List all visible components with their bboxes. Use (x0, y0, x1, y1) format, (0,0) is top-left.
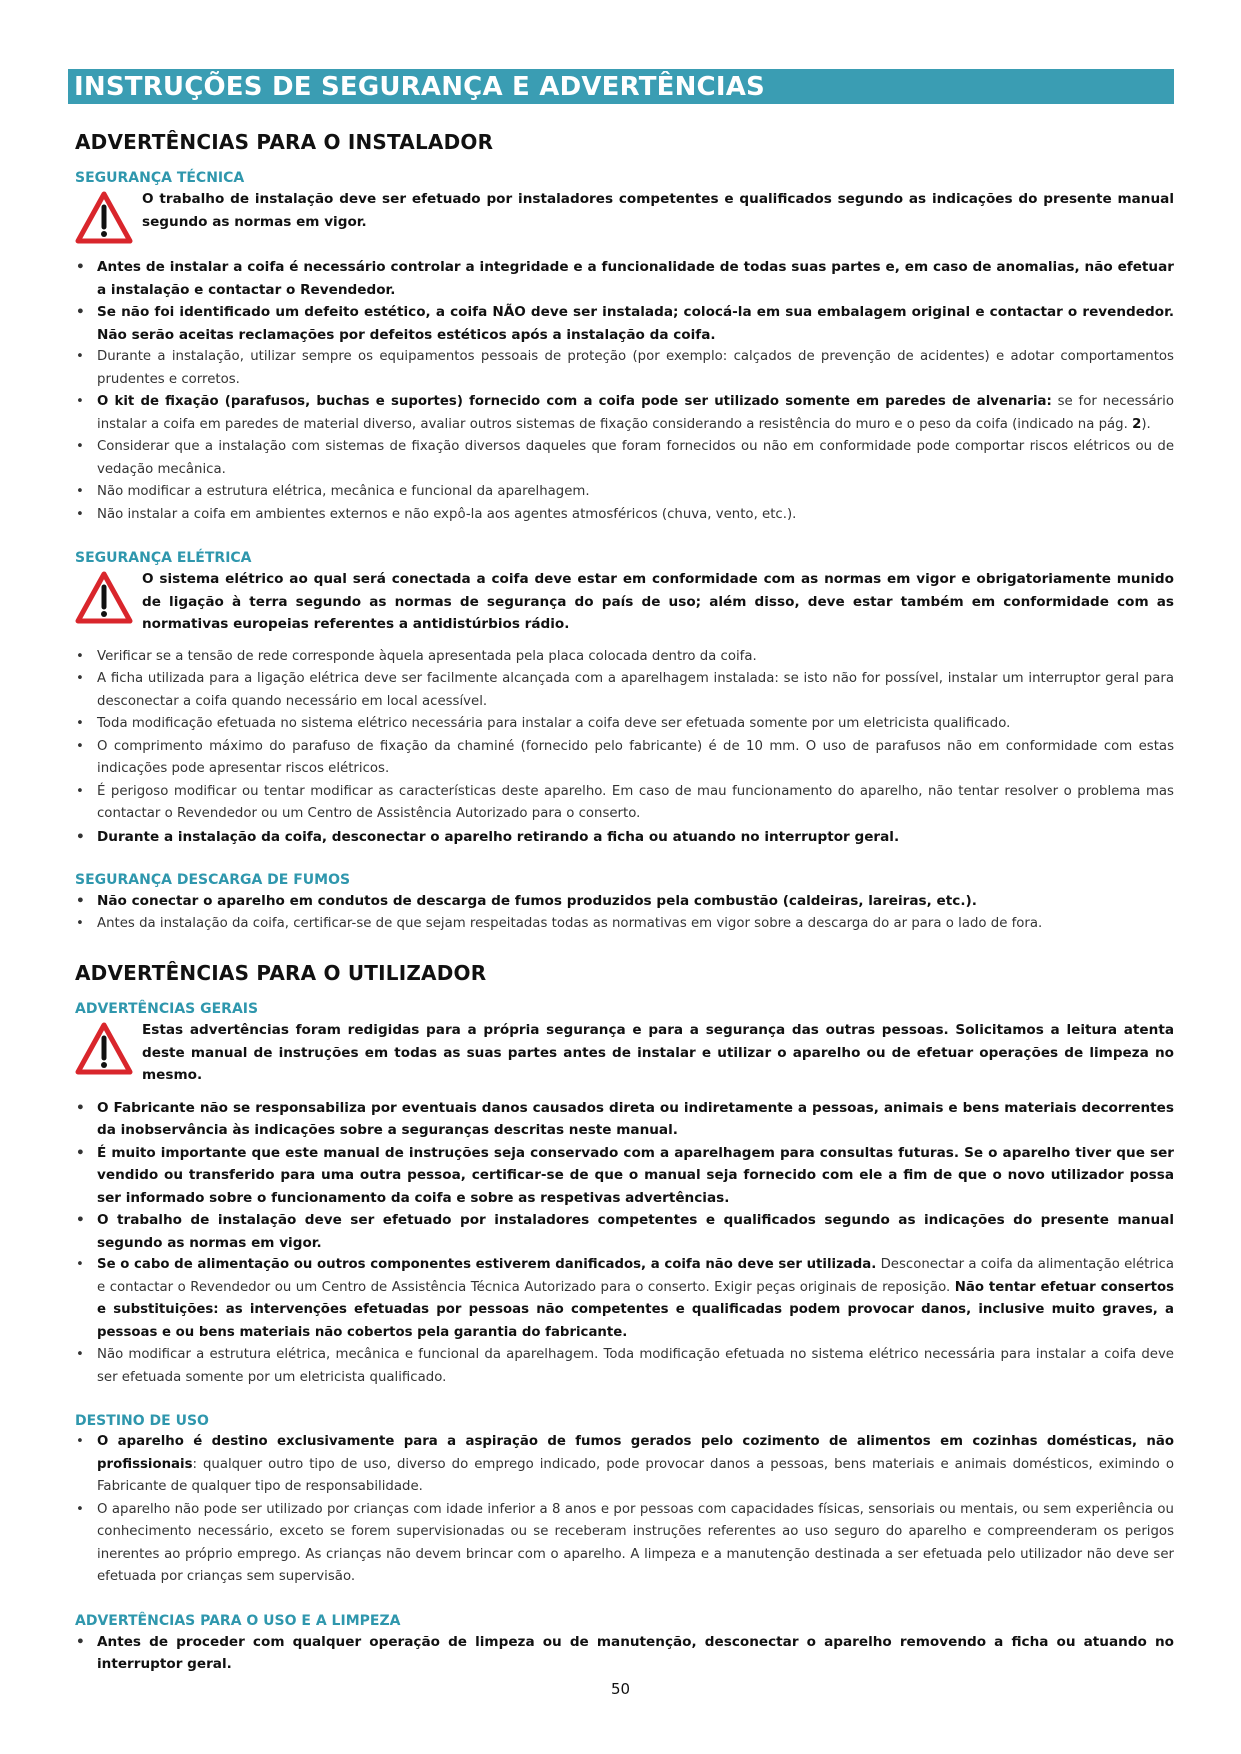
list-item: • Verificar se a tensão de rede corresponde àquela apresentada pela placa colocada dentro da coifa. (75, 646, 1174, 669)
intended-use-bullet-list (75, 1431, 1174, 1589)
list-item: • Toda modificação efetuada no sistema elétrico necessária para instalar a coifa deve ser efetuada somente por um eletricista qualificado. (75, 713, 1174, 736)
fumes-bullet-list (75, 890, 1174, 935)
tech-warning-box (75, 188, 1174, 246)
list-item (75, 1431, 1174, 1499)
manual-page (68, 69, 1174, 1676)
general-warning-box (75, 1019, 1174, 1087)
kit-bold-text: O kit de fixação (parafusos, buchas e suportes) fornecido com a coifa pode ser utilizado somente em paredes de alvenaria: (97, 394, 1052, 409)
tech-safety-section (68, 168, 1174, 526)
list-item: • O Fabricante não se responsabiliza por eventuais danos causados direta ou indiretamente a pessoas, animais e bens materiais decorrentes da inobservância às indicações sobre a seguranças descritas neste manual. (75, 1097, 1174, 1142)
list-item: • O aparelho não pode ser utilizado por crianças com idade inferior a 8 anos e por pessoas com capacidades físicas, sensoriais ou mentais, ou sem experiência ou conhecimento necessário, exceto se forem supervisionadas ou se receberam instruções referentes ao uso seguro do aparelho e compreenderam os perigos inerentes ao próprio emprego. As crianças não devem brincar com o aparelho. A limpeza e a manutenção destinada a ser efetuada pelo utilizador não deve ser efetuada por crianças sem supervisão. (75, 1499, 1174, 1589)
fumes-safety-heading: SEGURANÇA DESCARGA DE FUMOS (75, 872, 351, 888)
list-item: • Não modificar a estrutura elétrica, mecânica e funcional da aparelhagem. (75, 481, 1174, 504)
kit-end-text: ). (1141, 416, 1151, 432)
tech-bullet-list (75, 256, 1174, 526)
cleaning-heading: ADVERTÊNCIAS PARA O USO E A LIMPEZA (75, 1612, 401, 1629)
warning-triangle-icon (75, 570, 133, 626)
list-item: • Não conectar o aparelho em condutos de descarga de fumos produzidos pela combustão (caldeiras, lareiras, etc.). (75, 890, 1174, 913)
list-item: • Durante a instalação da coifa, desconectar o aparelho retirando a ficha ou atuando no interruptor geral. (75, 826, 1174, 849)
general-warning-text: Estas advertências foram redigidas para a própria segurança e para a segurança das outras pessoas. Solicitamos a leitura atenta deste manual de instruções em todas as suas partes antes de instalar e utilizar o aparelho ou de efetuar operações de limpeza no mesmo. (142, 1022, 1174, 1083)
list-item: • Antes de instalar a coifa é necessário controlar a integridade e a funcionalidade de todas suas partes e, em caso de anomalias, não efetuar a instalação e contactar o Revendedor. (75, 256, 1174, 301)
list-item (75, 1254, 1174, 1344)
general-warnings-section (68, 999, 1174, 1389)
list-item: • É perigoso modificar ou tentar modificar as características deste aparelho. Em caso de mau funcionamento do aparelho, não tentar resolver o problema mas contactar o Revendedor ou um Centro de Assistência Autorizado para o conserto. (75, 781, 1174, 826)
kit-light-text: se for necessário instalar a coifa em paredes de material diverso, avaliar outros sistemas de fixação considerando a resistência do muro e o peso da coifa (indicado na pág. (97, 394, 1174, 432)
general-warnings-heading: ADVERTÊNCIAS GERAIS (75, 1001, 259, 1017)
list-item: • É muito importante que este manual de instruções seja conservado com a aparelhagem para consultas futuras. Se o aparelho tiver que ser vendido ou transferido para uma outra pessoa, certificar-se de que o manual seja fornecido com ele a fim de que o novo utilizador possa ser informado sobre o funcionamento da coifa e sobre as respetivas advertências. (75, 1142, 1174, 1210)
intended-bold-text: O aparelho é destino exclusivamente para a aspiração de fumos gerados pelo cozimento de alimentos em cozinhas domésticas, não profissionais (97, 1434, 1174, 1472)
page-number: 50 (610, 1680, 631, 1698)
list-item: • Durante a instalação, utilizar sempre os equipamentos pessoais de proteção (por exemplo: calçados de prevenção de acidentes) e adotar comportamentos prudentes e corretos. (75, 346, 1174, 391)
list-item: • O trabalho de instalação deve ser efetuado por instaladores competentes e qualificados segundo as indicações do presente manual segundo as normas em vigor. (75, 1209, 1174, 1254)
list-item: • Não instalar a coifa em ambientes externos e não expô-la aos agentes atmosféricos (chuva, vento, etc.). (75, 504, 1174, 527)
electrical-safety-heading: SEGURANÇA ELÉTRICA (75, 550, 252, 566)
list-item: • Antes da instalação da coifa, certificar-se de que sejam respeitadas todas as normativas em vigor sobre a descarga do ar para o lado de fora. (75, 913, 1174, 936)
cleaning-bullet-list (75, 1631, 1174, 1676)
kit-page-ref: 2 (1132, 416, 1142, 432)
electrical-safety-section (68, 548, 1174, 848)
cable-light-text: Desconectar a coifa da alimentação elétrica e contactar o Revendedor ou um Centro de Assistência Técnica Autorizado para o conserto. Exigir peças originais de reposição. (97, 1257, 1174, 1295)
general-bullet-list (75, 1097, 1174, 1390)
electrical-warning-text: O sistema elétrico ao qual será conectada a coifa deve estar em conformidade com as normas em vigor e obrigatoriamente munido de ligação à terra segundo as normas de segurança do país de uso; além disso, deve estar também em conformidade com as normativas europeias referentes a antidistúrbios rádio. (142, 571, 1174, 632)
section-banner: INSTRUÇÕES DE SEGURANÇA E ADVERTÊNCIAS (68, 69, 1174, 104)
cleaning-section (68, 1611, 1174, 1676)
intended-light-text: : qualquer outro tipo de uso, diverso do emprego indicado, pode provocar danos a pessoas, bens materiais e animais domésticos, eximindo o Fabricante de qualquer tipo de responsabilidade. (97, 1456, 1174, 1494)
tech-safety-heading: SEGURANÇA TÉCNICA (75, 170, 245, 186)
list-item: • A ficha utilizada para a ligação elétrica deve ser facilmente alcançada com a aparelhagem instalada: se isto não for possível, instalar um interruptor geral para desconectar a coifa quando necessário em local acessível. (75, 668, 1174, 713)
electrical-bullet-list (75, 646, 1174, 849)
installer-title: ADVERTÊNCIAS PARA O INSTALADOR (75, 130, 494, 154)
list-item: • O comprimento máximo do parafuso de fixação da chaminé (fornecido pelo fabricante) é de 10 mm. O uso de parafusos não em conformidade com estas indicações pode apresentar riscos elétricos. (75, 736, 1174, 781)
cable-bold-text-2: Não tentar efetuar consertos e substituições: as intervenções efetuadas por pessoas não competentes e qualificadas podem provocar danos, inclusive muito graves, a pessoas e ou bens materiais não cobertos pela garantia do fabricante. (97, 1279, 1174, 1340)
cable-bold-text: Se o cabo de alimentação ou outros componentes estiverem danificados, a coifa não deve ser utilizada. (97, 1257, 877, 1272)
tech-warning-text: O trabalho de instalação deve ser efetuado por instaladores competentes e qualificados segundo as indicações do presente manual segundo as normas em vigor. (142, 191, 1174, 230)
intended-use-section (68, 1411, 1174, 1589)
list-item: • Não modificar a estrutura elétrica, mecânica e funcional da aparelhagem. Toda modificação efetuada no sistema elétrico necessária para instalar a coifa deve ser efetuada somente por um eletricista qualificado. (75, 1344, 1174, 1389)
list-item: • Considerar que a instalação com sistemas de fixação diversos daqueles que foram fornecidos ou não em conformidade pode comportar riscos elétricos ou de vedação mecânica. (75, 436, 1174, 481)
user-title: ADVERTÊNCIAS PARA O UTILIZADOR (75, 961, 487, 985)
intended-use-heading: DESTINO DE USO (75, 1413, 209, 1429)
fumes-safety-section (68, 870, 1174, 935)
list-item: • Antes de proceder com qualquer operação de limpeza ou de manutenção, desconectar o aparelho removendo a ficha ou atuando no interruptor geral. (75, 1631, 1174, 1676)
list-item: • Se não foi identificado um defeito estético, a coifa NÃO deve ser instalada; colocá-la em sua embalagem original e contactar o revendedor. Não serão aceitas reclamações por defeitos estéticos após a instalação da coifa. (75, 301, 1174, 346)
list-item (75, 391, 1174, 436)
warning-triangle-icon (75, 190, 133, 246)
warning-triangle-icon (75, 1021, 133, 1077)
electrical-warning-box (75, 568, 1174, 636)
